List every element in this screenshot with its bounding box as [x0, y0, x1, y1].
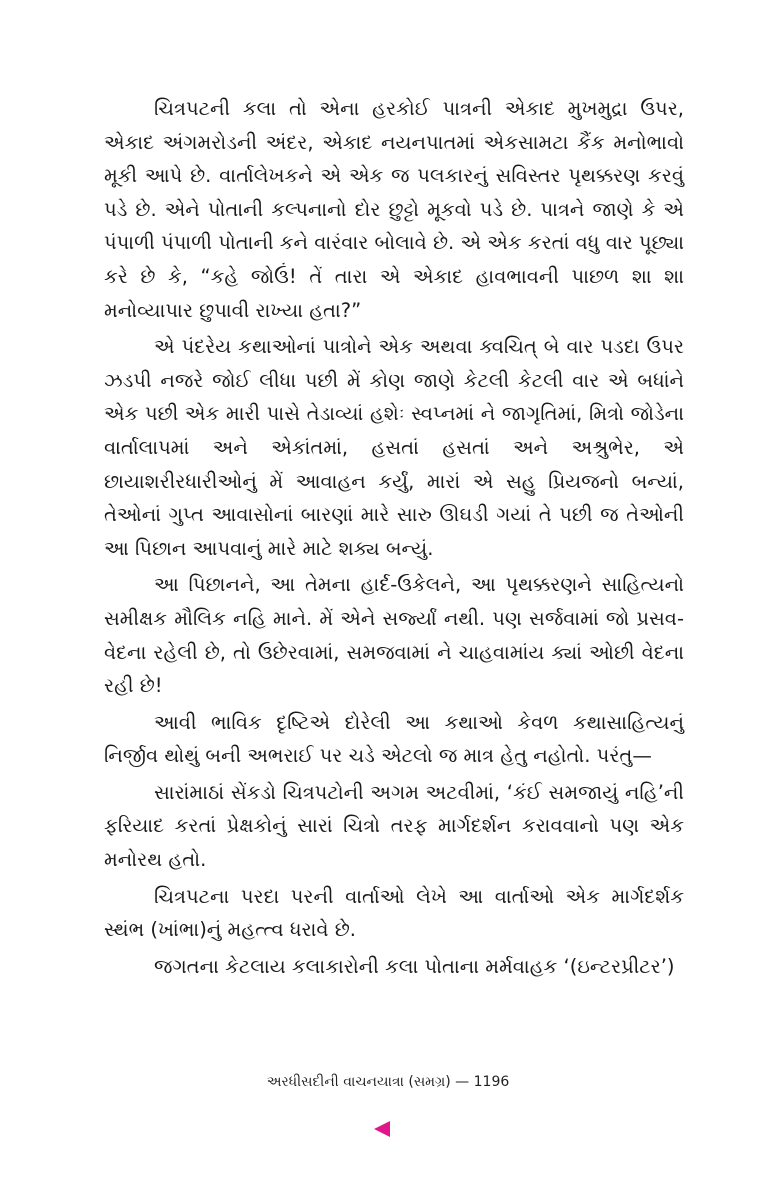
- paragraph-4: આવી ભાવિક દૃષ્ટિએ દોરેલી આ કથાઓ કેવળ કથાસાહિત્યનું નિર્જીવ થોથું બની અભરાઈ પર ચડે એટલો જ માત્ર હેતુ નહોતો. પરંતુ—: [104, 710, 684, 768]
- page-body: [104, 92, 684, 986]
- previous-page-icon[interactable]: [374, 1121, 390, 1137]
- page-footer: અરધીસદીની વાચનયાત્રા (સમગ્ર) — 1196: [266, 1074, 510, 1090]
- paragraph-6: ચિત્રપટના પરદા પરની વાર્તાઓ લેખે આ વાર્તાઓ એક માર્ગદર્શક સ્થંભ (ખાંભા)નું મહત્ત્વ ધરાવે છે.: [104, 884, 684, 942]
- paragraph-3: આ પિછાનને, આ તેમના હાર્દ-ઉકેલને, આ પૃથક્કરણને સાહિત્યનો સમીક્ષક મૌલિક નહિ માને. મેં એને સર્જ્યાં નથી. પણ સર્જવામાં જો પ્રસવ-વેદના રહેલી છે, તો ઉછેરવામાં, સમજવામાં ને ચાહવામાંય ક્યાં ઓછી વેદના રહી છે!: [104, 573, 684, 698]
- paragraph-5: સારાંમાઠાં સેંકડો ચિત્રપટોની અગમ અટવીમાં, ‘કંઈ સમજાયું નહિ’ની ફરિયાદ કરતાં પ્રેક્ષકોનું સારાં ચિત્રો તરફ માર્ગદર્શન કરાવવાનો પણ એક મનોરથ હતો.: [104, 780, 684, 872]
- paragraph-2: એ પંદરેય કથાઓનાં પાત્રોને એક અથવા ક્વચિત્ બે વાર પડદા ઉપર ઝડપી નજરે જોઈ લીધા પછી મેં કોણ જાણે કેટલી કેટલી વાર એ બધાંને એક પછી એક મારી પાસે તેડાવ્યાં હશેઃ સ્વપ્નમાં ને જાગૃતિમાં, મિત્રો જોડેના વાર્તાલાપમાં અને એકાંતમાં, હસતાં હસતાં અને અશ્રુભેર, એ છાયાશરીરધારીઓનું મેં આવાહન કર્યું, મારાં એ સહુ પ્રિયજનો બન્યાં, તેઓનાં ગુપ્ત આવાસોનાં બારણાં મારે સારુ ઊઘડી ગયાં તે પછી જ તેઓની આ પિછાન આપવાનું મારે માટે શક્ય બન્યું.: [104, 335, 684, 560]
- paragraph-1: ચિત્રપટની કલા તો એના હરકોઈ પાત્રની એકાદ મુખમુદ્રા ઉપર, એકાદ અંગમરોડની અંદર, એકાદ નયનપાતમાં એકસામટા કૈંક મનોભાવો મૂકી આપે છે. વાર્તાલેખકને એ એક જ પલકારનું સવિસ્તર પૃથક્કરણ કરવું પડે છે. એને પોતાની કલ્પનાનો દોર છુટ્ટો મૂકવો પડે છે. પાત્રને જાણે કે એ પંપાળી પંપાળી પોતાની કને વારંવાર બોલાવે છે. એ એક કરતાં વધુ વાર પૂછ્યા કરે છે કે, “કહે જોઉં! તેં તારા એ એકાદ હાવભાવની પાછળ શા શા મનોવ્યાપાર છુપાવી રાખ્યા હતા?”: [104, 97, 684, 322]
- paragraph-7: જગતના કેટલાય કલાકારોની કલા પોતાના મર્મવાહક ‘(ઇન્ટરપ્રીટર’): [154, 954, 675, 978]
